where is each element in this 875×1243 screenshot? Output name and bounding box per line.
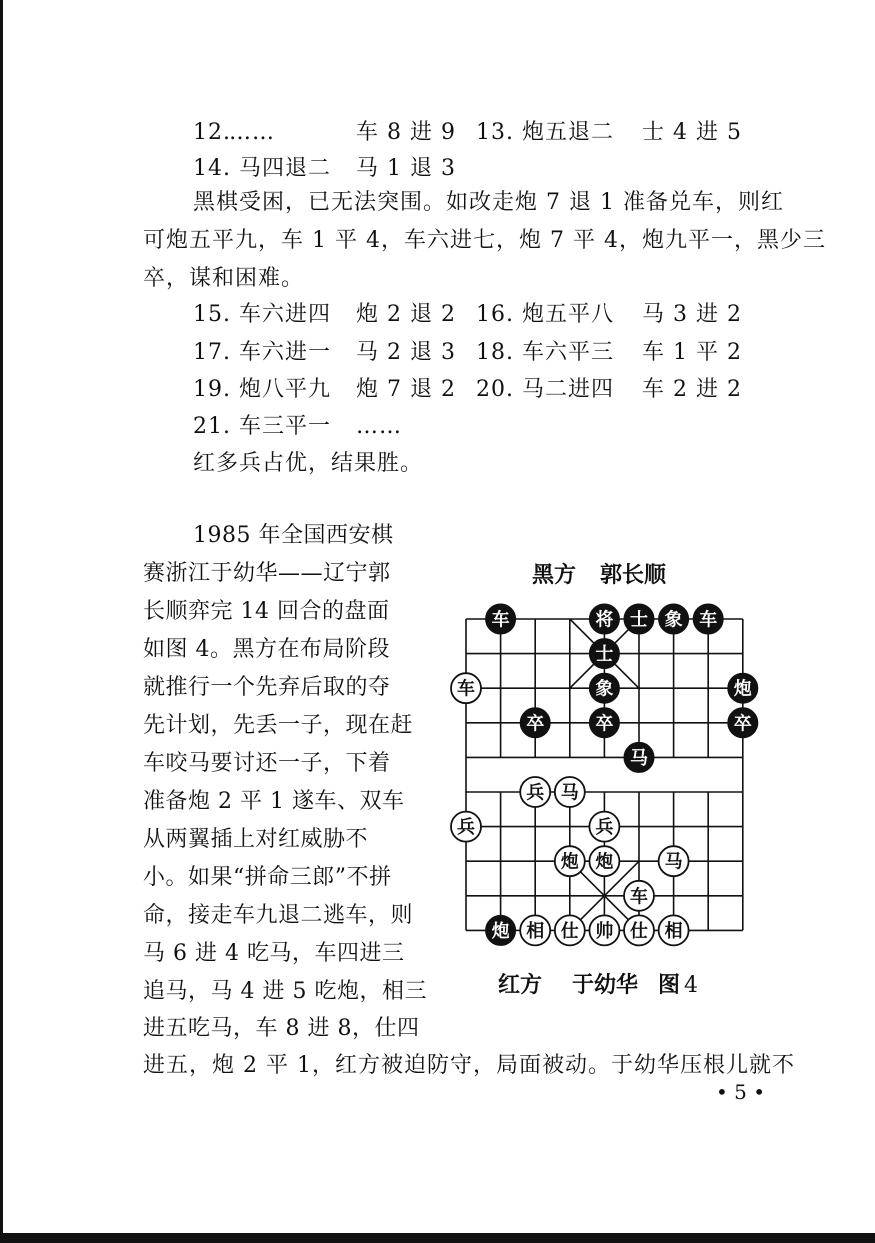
- move-20-red: 20. 马二进四: [476, 377, 614, 402]
- piece-char: 仕: [560, 920, 579, 942]
- move-12-number: 12.: [193, 120, 231, 145]
- red-player-name: 于幼华: [572, 972, 639, 998]
- piece-char: 炮: [595, 851, 614, 873]
- page-number: • 5 •: [716, 1080, 766, 1104]
- paragraph-1-line-2: 可炮五平九，车 1 平 4，车六进七，炮 7 平 4，炮九平一，黑少三: [143, 228, 826, 253]
- paragraph-3-line-3: 长顺弈完 14 回合的盘面: [143, 599, 390, 624]
- piece-char: 马: [630, 747, 648, 769]
- piece-char: 象: [595, 678, 614, 700]
- page-bottom-edge: [0, 1233, 875, 1243]
- paragraph-3-line-4: 如图 4。黑方在布局阶段: [143, 637, 390, 662]
- paragraph-3-line-10: 小。如果“拼命三郎”不拼: [143, 865, 392, 890]
- figure-number: 4: [684, 973, 699, 998]
- piece-char: 兵: [595, 817, 614, 839]
- piece-red-pawn-3: [589, 812, 619, 842]
- piece-char: 象: [664, 609, 683, 631]
- figure-label: 图: [658, 972, 681, 998]
- piece-char: 车: [457, 678, 475, 700]
- piece-red-advisor-1: [555, 915, 585, 945]
- piece-char: 炮: [733, 678, 752, 700]
- piece-char: 士: [630, 609, 648, 631]
- paragraph-3-line-6: 先计划，先丢一子，现在赶: [143, 713, 414, 738]
- piece-black-rook-2: [693, 604, 723, 634]
- move-12-red: ……: [229, 120, 275, 145]
- move-13-black: 士 4 进 5: [642, 120, 742, 145]
- piece-red-pawn-1: [520, 777, 550, 807]
- paragraph-3-line-14: 进五吃马，车 8 进 8，仕四: [143, 1016, 420, 1041]
- paragraph-3-line-11: 命，接走车九退二逃车，则: [143, 903, 414, 928]
- piece-char: 马: [664, 851, 683, 873]
- piece-red-elephant-1: [520, 915, 550, 945]
- piece-red-horse-1: [555, 777, 585, 807]
- piece-red-rook: [451, 673, 481, 703]
- piece-char: 车: [630, 886, 648, 908]
- piece-char: 相: [664, 920, 683, 942]
- paragraph-3-line-13: 追马，马 4 进 5 吃炮，相三: [143, 979, 427, 1004]
- piece-char: 相: [526, 920, 545, 942]
- piece-black-elephant-1: [659, 604, 689, 634]
- piece-red-cannon-1: [555, 846, 585, 876]
- move-14-black: 马 1 退 3: [356, 156, 456, 181]
- diagram-bottom-caption: [498, 968, 698, 999]
- piece-black-horse: [624, 742, 654, 772]
- move-17-black: 马 2 退 3: [356, 340, 456, 365]
- move-15-black: 炮 2 退 2: [356, 302, 456, 327]
- xiangqi-board: [440, 592, 765, 952]
- paragraph-3-line-2: 赛浙江于幼华——辽宁郭: [143, 561, 391, 586]
- piece-char: 卒: [733, 713, 752, 735]
- piece-char: 车: [491, 609, 510, 631]
- piece-char: 兵: [526, 782, 545, 804]
- piece-red-cannon-2: [589, 846, 619, 876]
- piece-red-pawn-2: [451, 812, 481, 842]
- paragraph-3-line-7: 车咬马要讨还一子，下着: [143, 751, 391, 776]
- move-21-black: ……: [356, 414, 402, 439]
- move-19-black: 炮 7 退 2: [356, 377, 456, 402]
- diagram-top-caption: [532, 558, 666, 589]
- paragraph-3-line-8: 准备炮 2 平 1 遂车、双车: [143, 789, 405, 814]
- paragraph-3-line-1: 1985 年全国西安棋: [193, 523, 394, 548]
- piece-black-advisor-2: [589, 639, 619, 669]
- piece-char: 卒: [595, 713, 614, 735]
- piece-char: 仕: [630, 920, 648, 942]
- paragraph-1-line-3: 卒，谋和困难。: [143, 266, 305, 291]
- move-12-black: 车 8 进 9: [356, 120, 456, 145]
- piece-char: 马: [560, 782, 579, 804]
- black-player-name: 郭长顺: [600, 562, 667, 588]
- piece-black-rook-1: [486, 604, 516, 634]
- paragraph-1-line-1: 黑棋受困，已无法突围。如改走炮 7 退 1 准备兑车，则红: [193, 190, 784, 215]
- piece-char: 兵: [457, 817, 475, 839]
- piece-black-advisor-1: [624, 604, 654, 634]
- move-20-black: 车 2 进 2: [642, 377, 742, 402]
- piece-char: 炮: [560, 851, 579, 873]
- piece-char: 炮: [491, 920, 510, 942]
- paragraph-3-line-12: 马 6 进 4 吃马，车四进三: [143, 941, 405, 966]
- piece-black-pawn-3: [728, 708, 758, 738]
- piece-char: 帅: [595, 920, 614, 942]
- piece-red-rook-2: [624, 881, 654, 911]
- move-18-black: 车 1 平 2: [642, 340, 742, 365]
- piece-black-cannon: [728, 673, 758, 703]
- piece-char: 卒: [526, 713, 545, 735]
- paragraph-2: 红多兵占优，结果胜。: [193, 451, 424, 476]
- piece-char: 车: [699, 609, 718, 631]
- piece-black-cannon-2: [486, 915, 516, 945]
- paragraph-3-line-5: 就推行一个先弃后取的夺: [143, 675, 391, 700]
- piece-char: 士: [595, 644, 614, 666]
- black-side-label: 黑方: [532, 562, 577, 588]
- move-21-red: 21. 车三平一: [193, 414, 331, 439]
- piece-black-pawn-1: [520, 708, 550, 738]
- paragraph-3-line-9: 从两翼插上对红威胁不: [143, 827, 369, 852]
- paragraph-3-last-line: 进五，炮 2 平 1，红方被迫防守，局面被动。于幼华压根儿就不: [143, 1053, 795, 1078]
- piece-red-advisor-2: [624, 915, 654, 945]
- piece-red-king: [589, 915, 619, 945]
- move-18-red: 18. 车六平三: [476, 340, 614, 365]
- move-16-red: 16. 炮五平八: [476, 302, 614, 327]
- move-16-black: 马 3 进 2: [642, 302, 742, 327]
- move-19-red: 19. 炮八平九: [193, 377, 331, 402]
- piece-black-general: [589, 604, 619, 634]
- move-15-red: 15. 车六进四: [193, 302, 331, 327]
- red-side-label: 红方: [498, 972, 543, 998]
- piece-black-pawn-2: [589, 708, 619, 738]
- move-13-red: 13. 炮五退二: [476, 120, 614, 145]
- piece-red-horse-2: [659, 846, 689, 876]
- piece-char: 将: [595, 609, 614, 631]
- piece-red-elephant-2: [659, 915, 689, 945]
- page-left-edge: [0, 0, 3, 1243]
- move-14-red: 14. 马四退二: [193, 156, 331, 181]
- piece-black-elephant-2: [589, 673, 619, 703]
- move-17-red: 17. 车六进一: [193, 340, 331, 365]
